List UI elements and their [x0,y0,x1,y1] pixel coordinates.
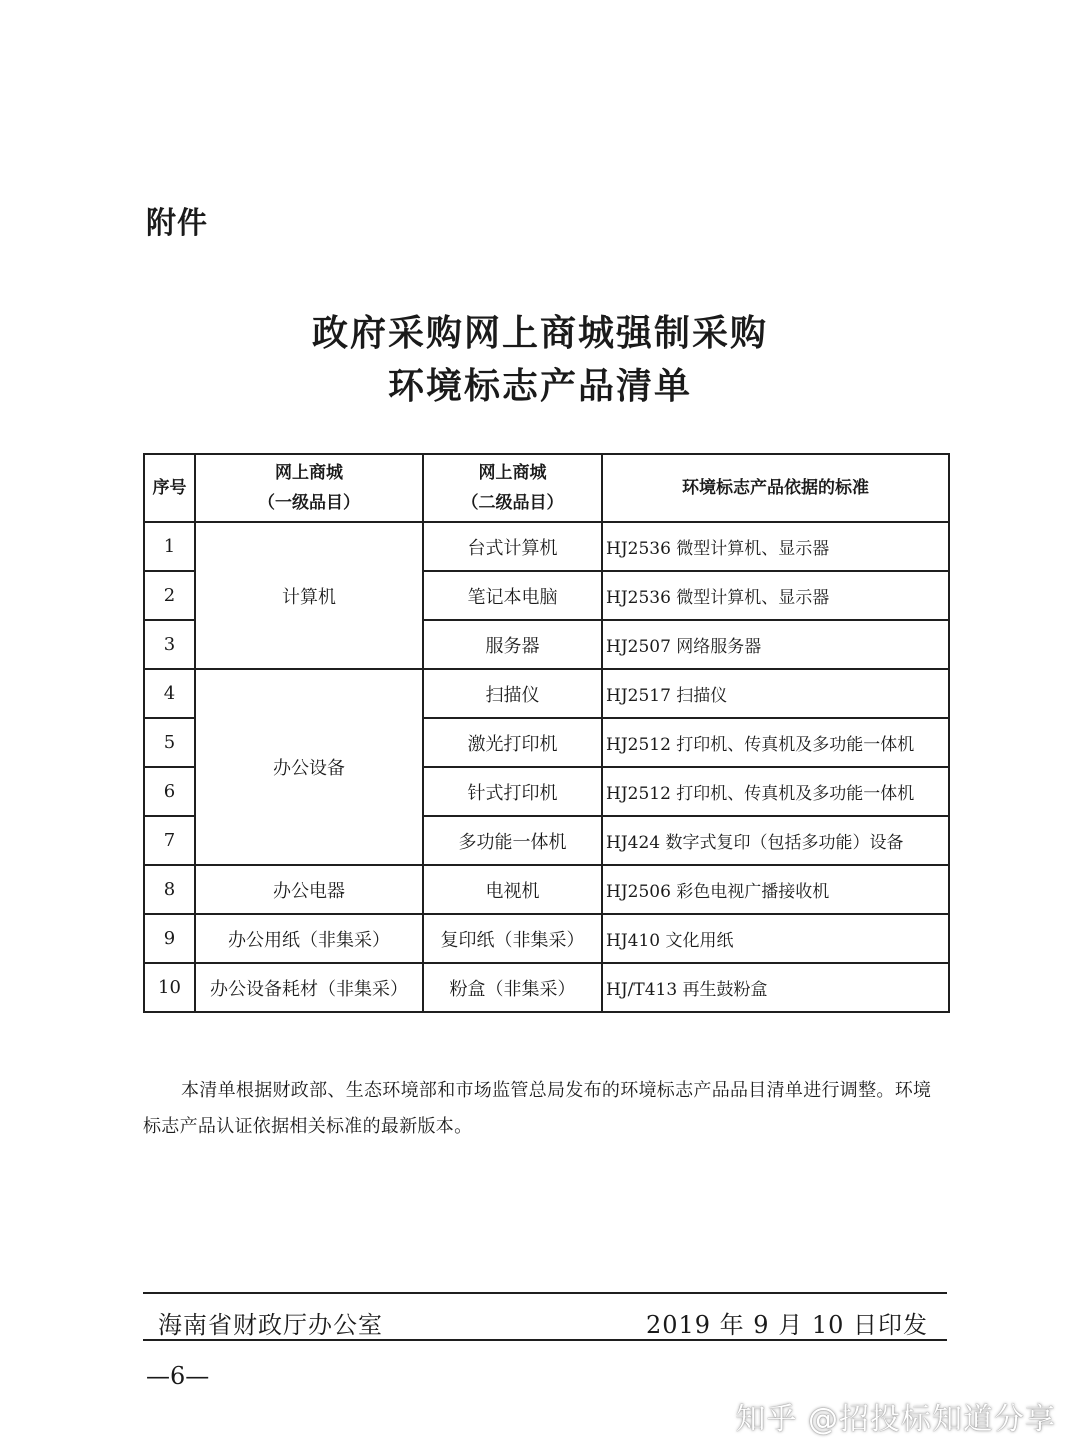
item-standard: HJ2536 微型计算机、显示器 [602,571,949,620]
annex-label: 附件 [146,206,208,241]
category-office-consumables: 办公设备耗材（非集采） [195,963,423,1012]
document-title-line-1: 政府采购网上商城强制采购 [311,313,768,354]
header-level2-line1: 网上商城 [478,463,547,483]
item-name: 复印纸（非集采） [423,914,602,963]
item-standard: HJ2512 打印机、传真机及多功能一体机 [602,718,949,767]
category-computer: 计算机 [195,522,423,669]
header-standard: 环境标志产品依据的标准 [602,454,949,522]
header-level2-line2: （二级品目） [461,493,564,513]
issue-date: 2019 年 9 月 10 日印发 [645,1311,928,1339]
item-standard: HJ2536 微型计算机、显示器 [602,522,949,571]
item-name: 台式计算机 [423,522,602,571]
header-level1-line1: 网上商城 [275,463,343,483]
item-name: 笔记本电脑 [423,571,602,620]
item-standard: HJ424 数字式复印（包括多功能）设备 [602,816,949,865]
row-number: 4 [144,669,195,718]
item-name: 粉盒（非集采） [423,963,602,1012]
item-name: 针式打印机 [423,767,602,816]
table-row [144,914,949,963]
page-number: —6— [146,1362,210,1390]
item-standard: HJ2507 网络服务器 [602,620,949,669]
row-number: 5 [144,718,195,767]
table-row [144,522,949,571]
note-paragraph: 本清单根据财政部、生态环境部和市场监管总局发布的环境标志产品品目清单进行调整。环境标志产品认证依据相关标准的最新版本。 [143,1080,932,1137]
row-number: 1 [144,522,195,571]
row-number: 6 [144,767,195,816]
row-number: 9 [144,914,195,963]
header-level1-category [195,454,423,522]
item-standard: HJ2517 扫描仪 [602,669,949,718]
table-row [144,963,949,1012]
footer-top-rule [143,1292,947,1294]
category-office-paper: 办公用纸（非集采） [195,914,423,963]
product-list-table [143,453,950,1013]
item-name: 服务器 [423,620,602,669]
table-row [144,669,949,718]
footer-bottom-rule [143,1339,947,1341]
row-number: 8 [144,865,195,914]
table-header-row [144,454,949,522]
item-standard: HJ2506 彩色电视广播接收机 [602,865,949,914]
item-name: 电视机 [423,865,602,914]
item-standard: HJ410 文化用纸 [602,914,949,963]
header-level1-line2: （一级品目） [258,493,360,513]
item-name: 激光打印机 [423,718,602,767]
header-index: 序号 [144,454,195,522]
row-number: 7 [144,816,195,865]
item-name: 扫描仪 [423,669,602,718]
item-standard: HJ/T413 再生鼓粉盒 [602,963,949,1012]
item-standard: HJ2512 打印机、传真机及多功能一体机 [602,767,949,816]
category-office-equipment: 办公设备 [195,669,423,865]
document-title-line-2: 环境标志产品清单 [387,366,692,407]
item-name: 多功能一体机 [423,816,602,865]
issuer-name: 海南省财政厅办公室 [158,1311,383,1339]
row-number: 3 [144,620,195,669]
header-level2-category [423,454,602,522]
row-number: 10 [144,963,195,1012]
table-row [144,865,949,914]
row-number: 2 [144,571,195,620]
category-office-appliance: 办公电器 [195,865,423,914]
watermark: 知乎 @招投标知道分享 [735,1402,1056,1437]
